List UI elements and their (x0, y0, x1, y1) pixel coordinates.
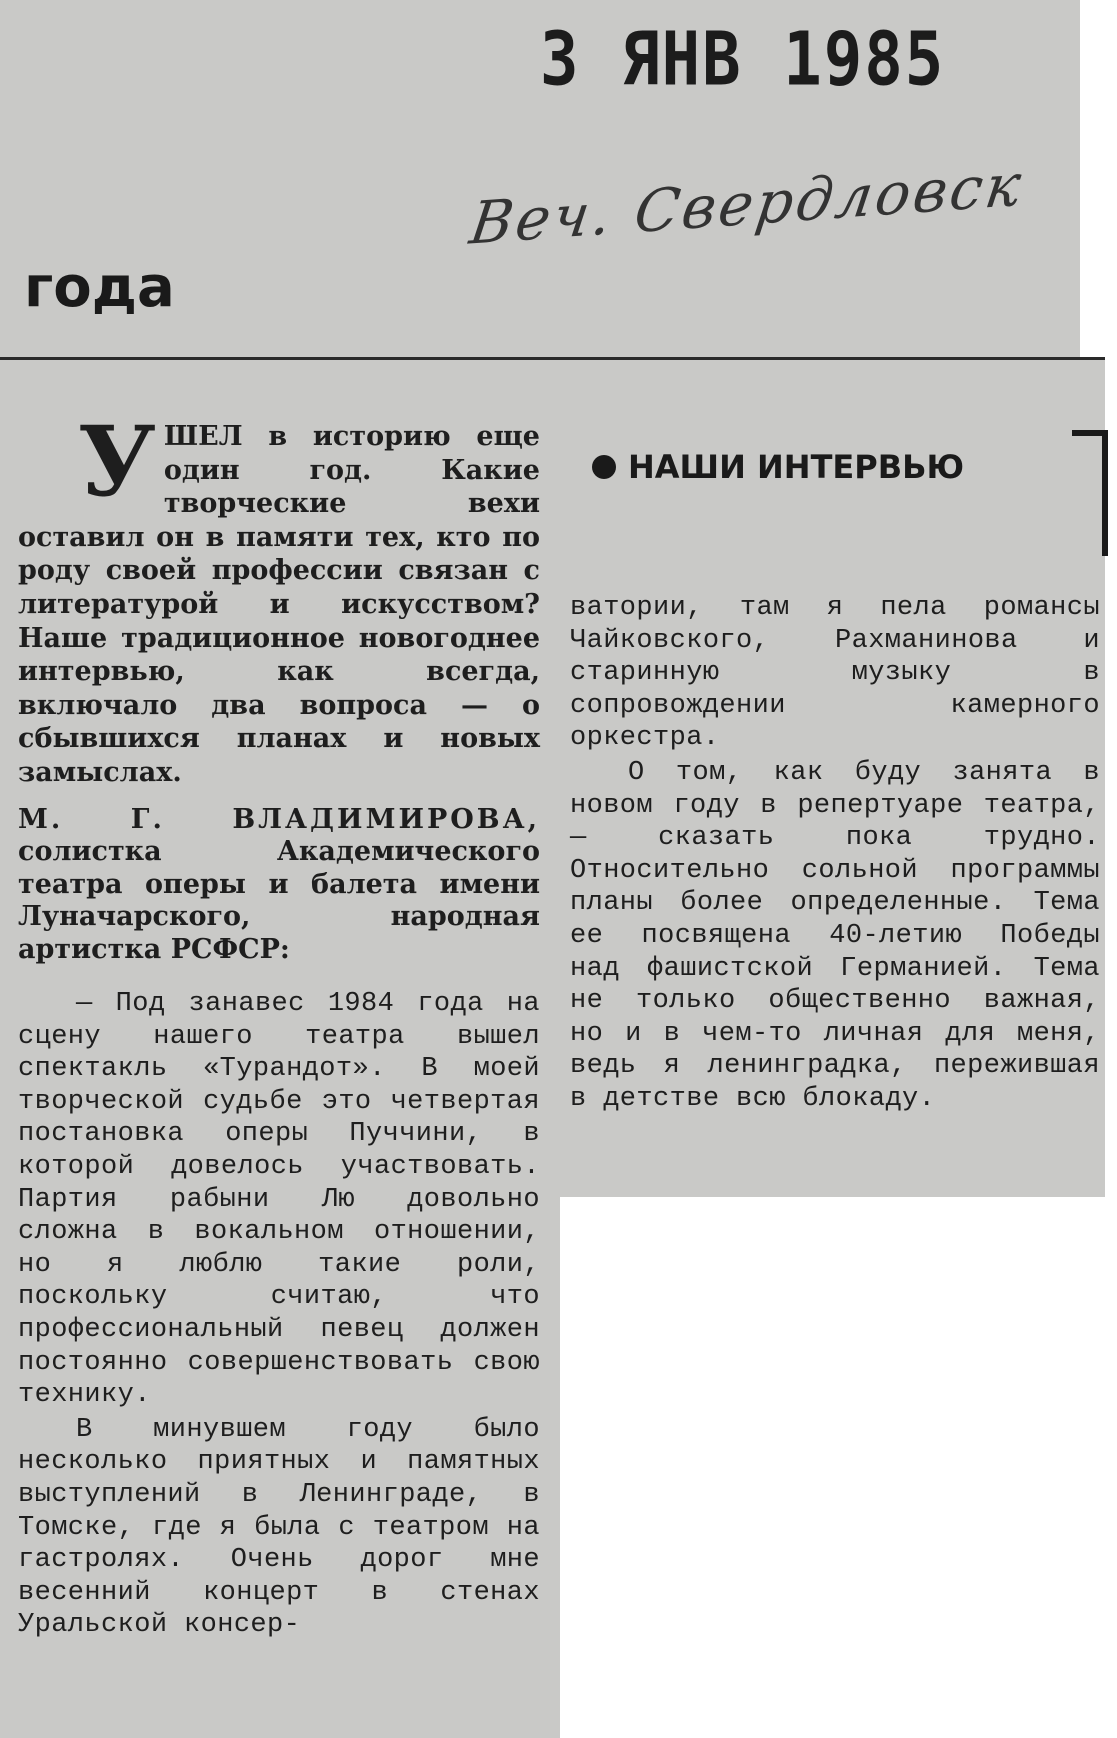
lead-text: ШЕЛ в историю еще один год. Какие творческие вехи оставил он в памяти тех, кто по роду своей профессии связан с литературой и искусством? Наше традиционное новогоднее интервью, как всегда, включало два вопроса — о сбывшихся планах и новых замыслах. (18, 421, 540, 788)
author-name: М. Г. ВЛАДИМИРОВА, (18, 803, 540, 835)
author-title: солистка Академического театра оперы и балета имени Луначарского, народная артистка РСФСР: (18, 836, 540, 965)
author-block (18, 804, 540, 967)
rubric-label: НАШИ ИНТЕРВЬЮ (628, 448, 965, 486)
dropcap: У (78, 405, 156, 518)
headline-fragment: года (24, 255, 175, 320)
divider-rule (0, 357, 1105, 360)
rubric-heading (592, 448, 964, 486)
lead-paragraph (18, 405, 540, 790)
body-paragraph: О том, как буду занята в новом году в репертуаре театра, — сказать пока трудно. Относительно сольной программы планы более определенные. Тема ее посвящена 40-летию Победы над фашистской Германией. Тема не только общественно важная, но и в чем-то личная для меня, ведь я ленинградка, пережившая в детстве всю блокаду. (570, 757, 1100, 1114)
body-paragraph: В минувшем году было несколько приятных и памятных выступлений в Ленинграде, в Томске, где я была с театром на гастролях. Очень дорог мне весенний концерт в стенах Уральской консер- (18, 1414, 540, 1641)
right-column (570, 592, 1100, 1116)
bullet-icon (592, 455, 616, 479)
body-paragraph: — Под занавес 1984 года на сцену нашего театра вышел спектакль «Турандот». В моей творческой судьбе это четвертая постановка оперы Пуччини, в которой довелось участвовать. Партия рабыни Лю довольно сложна в вокальном отношении, но я люблю такие роли, поскольку считаю, что профессиональный певец должен постоянно совершенствовать свою технику. (18, 989, 540, 1411)
body-paragraph: ватории, там я пела романсы Чайковского, Рахманинова и старинную музыку в сопровождении камерного оркестра. (570, 593, 1100, 754)
bracket-mark (1072, 430, 1108, 556)
date-stamp: 3 ЯНВ 1985 (540, 18, 946, 104)
left-column (18, 405, 540, 1642)
source-handwritten-note: Веч. Свердловск (465, 150, 1029, 258)
